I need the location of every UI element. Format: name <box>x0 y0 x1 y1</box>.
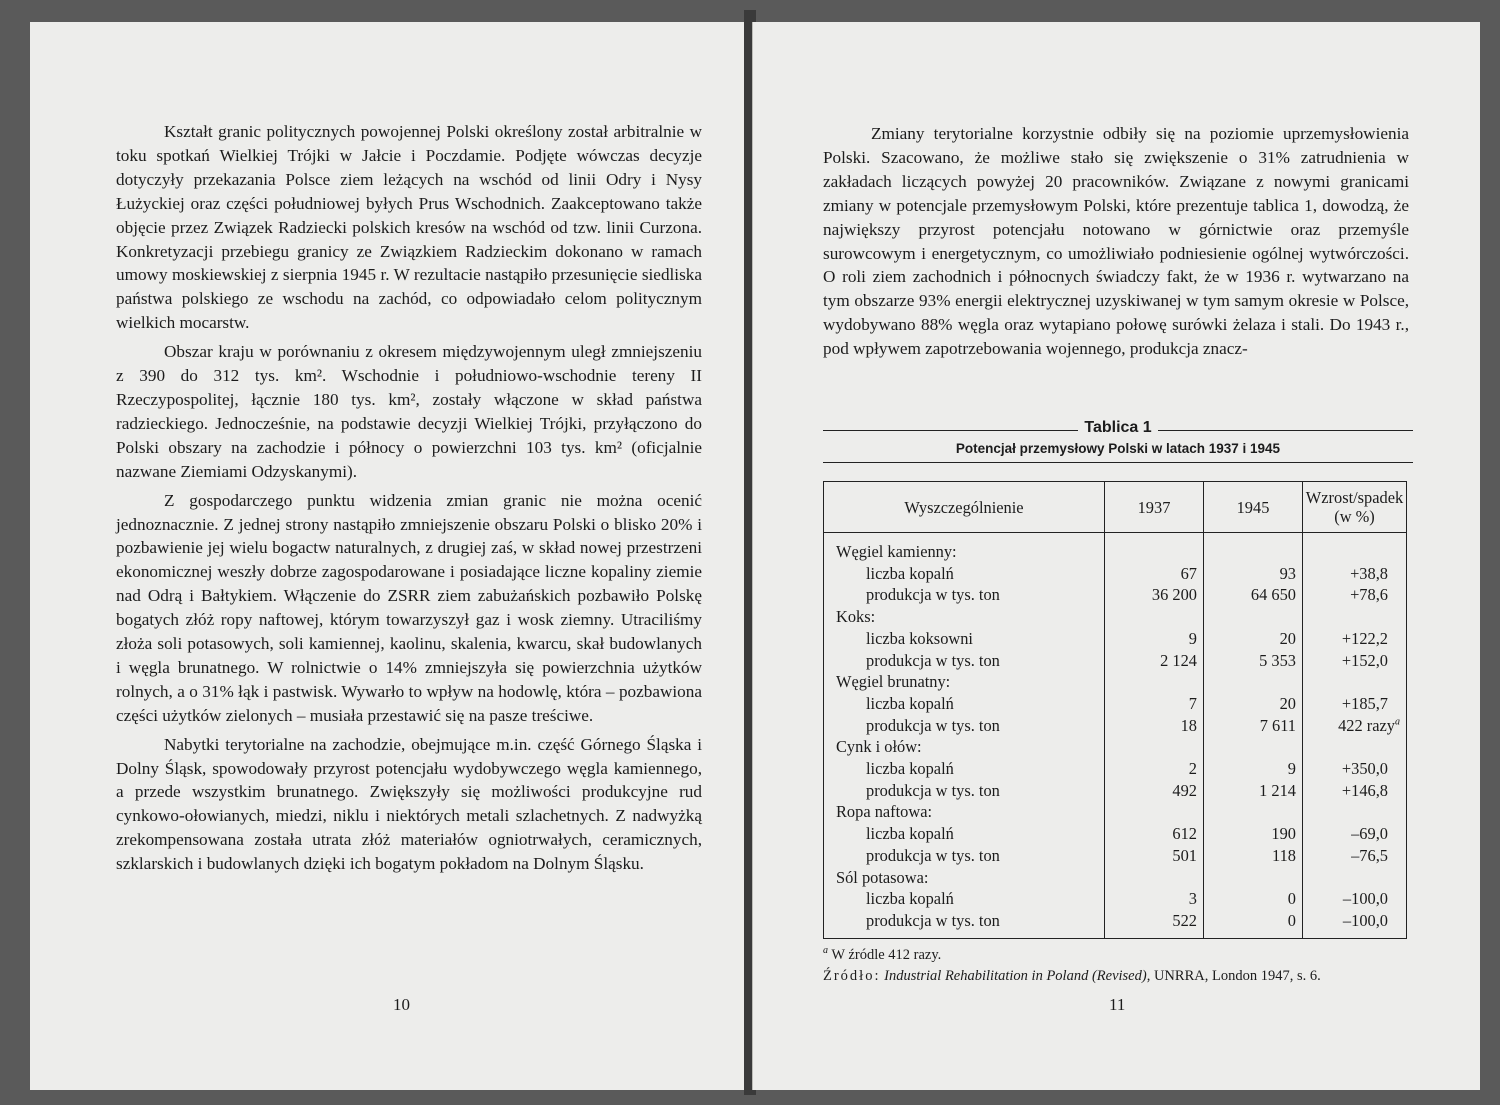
table-row <box>824 780 1407 802</box>
source-rest: , UNRRA, London 1947, s. 6. <box>1146 967 1321 984</box>
table-row <box>824 823 1407 845</box>
row-label: produkcja w tys. ton <box>866 650 1000 670</box>
cell-change: +38,8 <box>1303 563 1407 585</box>
group-label: Koks: <box>836 607 876 627</box>
table-group-row <box>824 736 1407 758</box>
cell-1937: 501 <box>1105 845 1204 867</box>
cell-change: +78,6 <box>1303 584 1407 606</box>
footnote-text: W źródle 412 razy. <box>831 946 942 963</box>
cell-1937: 36 200 <box>1105 584 1204 606</box>
header-change-line2: (w %) <box>1334 507 1375 526</box>
source-label: Źródło: <box>823 967 881 984</box>
cell-change: +185,7 <box>1303 693 1407 715</box>
row-label: liczba kopalń <box>866 563 954 583</box>
row-label: liczba kopalń <box>866 693 954 713</box>
cell-change: –100,0 <box>1303 910 1407 938</box>
paragraph: Nabytki terytorialne na zachodzie, obejmujące m.in. część Górnego Śląska i Dolny Śląsk, spowodowały przyrost potencjału wydobywczego węgla kamiennego, a przede wszystkim brunatnego. Zwiększyły się możliwości produkcyjne rud cynkowo-ołowianych, miedzi, niklu i niektórych metali szlachetnych. Z nadwyżką zrekompensowana została utrata złóż materiałów ogniotrwałych, ceramicznych, szklarskich i budowlanych dzięki ich bogatym pokładom na Dolnym Śląsku. <box>116 734 702 874</box>
cell-1937: 492 <box>1105 780 1204 802</box>
cell-change: +146,8 <box>1303 780 1407 802</box>
cell-change: +350,0 <box>1303 758 1407 780</box>
table-group-row <box>824 671 1407 693</box>
cell-1945: 9 <box>1204 758 1303 780</box>
row-label: produkcja w tys. ton <box>866 845 1000 865</box>
table-row <box>824 693 1407 715</box>
row-label: liczba kopalń <box>866 889 954 909</box>
table-group-row <box>824 533 1407 563</box>
row-label: liczba kopalń <box>866 824 954 844</box>
title-rule-left <box>823 430 1078 431</box>
table-row <box>824 888 1407 910</box>
cell-1937: 3 <box>1105 888 1204 910</box>
header-description: Wyszczególnienie <box>824 482 1105 533</box>
row-label: produkcja w tys. ton <box>866 585 1000 605</box>
left-page <box>30 22 748 1090</box>
cell-1937: 2 124 <box>1105 650 1204 672</box>
cell-1937: 522 <box>1105 910 1204 938</box>
cell-1945: 20 <box>1204 628 1303 650</box>
cell-change-value: 422 razy <box>1338 715 1395 735</box>
table-row <box>824 758 1407 780</box>
cell-1945: 1 214 <box>1204 780 1303 802</box>
table-block <box>823 419 1413 987</box>
footnote <box>823 945 1413 966</box>
cell-1945: 0 <box>1204 888 1303 910</box>
table-row <box>824 845 1407 867</box>
page-number: 10 <box>393 995 410 1014</box>
page-number: 11 <box>1109 995 1126 1014</box>
group-label: Węgiel kamienny: <box>836 542 957 561</box>
table-row <box>824 715 1407 737</box>
cell-change: –76,5 <box>1303 845 1407 867</box>
table-group-row <box>824 867 1407 889</box>
table-group-row <box>824 606 1407 628</box>
group-label: Cynk i ołów: <box>836 737 922 757</box>
table-row <box>824 584 1407 606</box>
header-change-line1: Wzrost/spadek <box>1305 488 1404 507</box>
cell-1945: 20 <box>1204 693 1303 715</box>
header-change <box>1303 482 1407 533</box>
header-1945: 1945 <box>1204 482 1303 533</box>
cell-1945: 118 <box>1204 845 1303 867</box>
cell-1945: 190 <box>1204 823 1303 845</box>
title-rule-right <box>1158 430 1413 431</box>
cell-change: +152,0 <box>1303 650 1407 672</box>
row-label: produkcja w tys. ton <box>866 780 1000 800</box>
data-table <box>823 481 1407 939</box>
cell-1937: 7 <box>1105 693 1204 715</box>
table-subtitle: Potencjał przemysłowy Polski w latach 1937 i 1945 <box>823 437 1413 463</box>
cell-change <box>1303 715 1407 737</box>
cell-1945: 5 353 <box>1204 650 1303 672</box>
table-row <box>824 650 1407 672</box>
cell-1945: 7 611 <box>1204 715 1303 737</box>
cell-1937: 612 <box>1105 823 1204 845</box>
footnote-marker: a <box>1395 716 1400 728</box>
row-label: liczba koksowni <box>866 628 973 648</box>
left-page-text <box>116 120 702 881</box>
table-header-row <box>824 482 1407 533</box>
right-page <box>752 22 1480 1090</box>
cell-change: –69,0 <box>1303 823 1407 845</box>
cell-1937: 2 <box>1105 758 1204 780</box>
row-label: produkcja w tys. ton <box>866 910 1000 930</box>
source-title: Industrial Rehabilitation in Poland (Revised) <box>884 967 1147 984</box>
table-title-row <box>823 419 1413 437</box>
group-label: Węgiel brunatny: <box>836 672 951 692</box>
table-title: Tablica 1 <box>1084 419 1152 436</box>
cell-1945: 0 <box>1204 910 1303 938</box>
row-label: produkcja w tys. ton <box>866 715 1000 735</box>
source-note <box>823 966 1413 987</box>
paragraph: Kształt granic politycznych powojennej Polski określony został arbitralnie w toku spotkań Wielkiej Trójki w Jałcie i Poczdamie. Podjęte wówczas decyzje dotyczyły przekazania Polsce ziem leżących na wschód od linii Odry i Nysy Łużyckiej oraz części południowej byłych Prus Wschodnich. Zaakceptowano także objęcie przez Związek Radziecki polskich kresów na wschód od tzw. linii Curzona. Konkretyzacji przebiegu granicy ze Związkiem Radzieckim dokonano w ramach umowy moskiewskiej z sierpnia 1945 r. W rezultacie nastąpiło przesunięcie siedliska państwa polskiego ze wschodu na zachód, co odpowiadało celom politycznym wielkich mocarstw. <box>116 122 702 333</box>
paragraph: Zmiany terytorialne korzystnie odbiły się na poziomie uprzemysłowienia Polski. Szacowano, że możliwe stało się zwiększenie o 31% zatrudnienia w zakładach liczących powyżej 20 pracowników. Związane z nowymi granicami zmiany w potencjale przemysłowym Polski, które prezentuje tablica 1, dowodzą, że największy przyrost potencjału notowano w górnictwie oraz przemyśle surowcowym i energetycznym, co umożliwiało podniesienie ogólnej wytwórczości. O roli ziem zachodnich i północnych świadczy fakt, że w 1936 r. wytwarzano na tym obszarze 93% energii elektrycznej uzyskiwanej w tym samym okresie w Polsce, wydobywano 88% węgla oraz wytapiano połowę surówki żelaza i stali. Do 1943 r., pod wpływem zapotrzebowania wojennego, produkcja znacz- <box>823 124 1409 359</box>
cell-1945: 64 650 <box>1204 584 1303 606</box>
table-row <box>824 910 1407 938</box>
cell-change: –100,0 <box>1303 888 1407 910</box>
table-footnotes <box>823 945 1413 987</box>
paragraph: Z gospodarczego punktu widzenia zmian granic nie można ocenić jednoznacznie. Z jednej strony nastąpiło zmniejszenie obszaru Polski o blisko 20% i pozbawienie jej wielu bogactw naturalnych, z drugiej zaś, w skład nowej przestrzeni ekonomicznej weszły dobrze zagospodarowane i posiadające liczne kopaliny ziemie nad Odrą i Bałtykiem. Włączenie do ZSRR ziem zabużańskich pozbawiło Polskę bogatych złóż ropy naftowej, którym towarzyszył gaz i wosk ziemny. Utraciliśmy złoża soli potasowych, soli kamiennej, kaolinu, skalenia, kwarcu, skał budowlanych i węgla brunatnego. W rolnictwie o 14% zmniejszyła się powierzchnia użytków rolnych, a o 31% łąk i pastwisk. Wywarło to wpływ na hodowlę, która – pozbawiona części użytków zielonych – musiała przestawić się na pasze treściwe. <box>116 490 702 725</box>
row-label: liczba kopalń <box>866 759 954 779</box>
cell-change: +122,2 <box>1303 628 1407 650</box>
group-label: Ropa naftowa: <box>836 802 933 822</box>
group-label: Sól potasowa: <box>836 867 929 887</box>
cell-1937: 18 <box>1105 715 1204 737</box>
cell-1945: 93 <box>1204 563 1303 585</box>
footnote-marker: a <box>823 944 828 956</box>
cell-1937: 67 <box>1105 563 1204 585</box>
right-page-text <box>823 122 1409 366</box>
table-row <box>824 563 1407 585</box>
paragraph: Obszar kraju w porównaniu z okresem międzywojennym uległ zmniejszeniu z 390 do 312 tys. km². Wschodnie i południowo-wschodnie tereny II Rzeczypospolitej, łącznie 180 tys. km², zostały włączone w skład państwa radzieckiego. Jednocześnie, na podstawie decyzji Wielkiej Trójki, przyłączono do Polski obszary na zachodzie i północy o powierzchni 103 tys. km² (oficjalnie nazwane Ziemiami Odzyskanymi). <box>116 342 702 481</box>
table-row <box>824 628 1407 650</box>
table-group-row <box>824 801 1407 823</box>
header-1937: 1937 <box>1105 482 1204 533</box>
cell-1937: 9 <box>1105 628 1204 650</box>
